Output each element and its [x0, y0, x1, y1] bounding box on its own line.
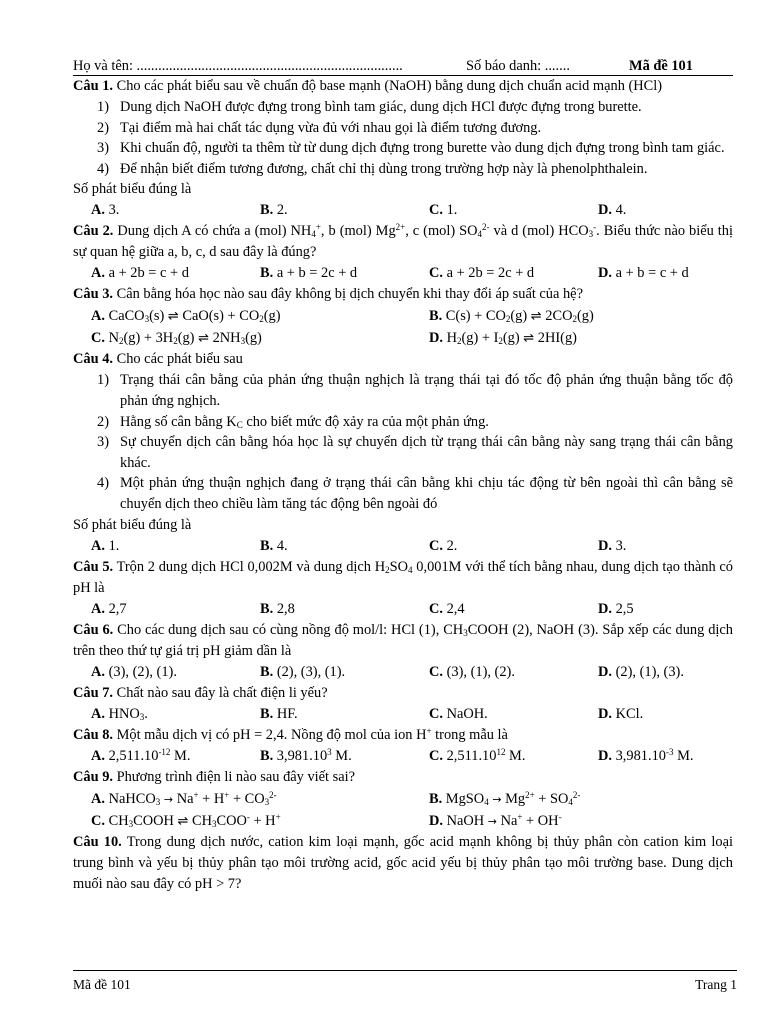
option-a[interactable]: A. a + 2b = c + d — [91, 265, 189, 282]
option-b[interactable]: B. 4. — [260, 537, 288, 554]
option-d[interactable]: D. (2), (1), (3). — [598, 663, 684, 680]
statement-item: 1) Trạng thái cân bằng của phản ứng thuận nghịch là trạng thái tại đó tốc độ phản ứng thuận bằng tốc độ phản ứng nghịch. — [97, 372, 733, 409]
option-b[interactable]: B. $C(s) + CO_2(g)$ ⇌ $2CO_2(g)$ — [429, 308, 594, 325]
option-c[interactable]: C. (3), (1), (2). — [429, 663, 515, 680]
option-d[interactable]: D. 4. — [598, 202, 627, 219]
question-text: Một mẫu dịch vị có pH = 2,4. Nồng độ mol của ion H — [116, 726, 427, 743]
option-d[interactable]: D. 2,5 — [598, 600, 634, 617]
question-label: Câu 6. — [73, 621, 114, 638]
question-label: Câu 8. — [73, 726, 113, 743]
question-9 — [73, 767, 733, 788]
question-1 — [73, 76, 733, 97]
option-c[interactable]: C. 1. — [429, 202, 458, 219]
option-b[interactable]: B. 3,981.10$^3$ M. — [260, 746, 352, 764]
question-label: Câu 9. — [73, 768, 113, 785]
option-b[interactable]: B. 2. — [260, 202, 288, 219]
question-text: Cân bằng hóa học nào sau đây không bị dịch chuyển khi thay đổi áp suất của hệ? — [116, 286, 583, 303]
exam-header — [73, 56, 733, 76]
statement-item: 3) Sự chuyển dịch cân bằng hóa học là sự chuyển dịch từ trạng thái cân bằng này sang trạng thái cân bằng khác. — [97, 434, 733, 471]
question-label: Câu 5. — [73, 558, 114, 575]
option-a[interactable]: A. 2,7 — [91, 600, 127, 617]
option-d[interactable]: D. a + b = c + d — [598, 265, 689, 282]
candidate-number-field: Số báo danh: ....... — [466, 58, 570, 74]
question-label: Câu 7. — [73, 684, 113, 701]
option-d[interactable]: D. $3,981.10^{-3}$ M. — [598, 746, 694, 764]
answer-options — [73, 746, 733, 767]
answer-options — [73, 327, 733, 349]
page-footer — [73, 970, 737, 995]
option-b[interactable]: B. a + b = 2c + d — [260, 265, 358, 282]
statement-item: 4) Để nhận biết điểm tương đương, chất chỉ thị dùng trong trường hợp này là phenolphthalein. — [97, 160, 648, 177]
option-b[interactable]: B. MgSO$_4$ → $Mg^{2+} + SO_4^{2-}$ — [429, 789, 581, 807]
question-8: Câu 8. Một mẫu dịch vị có pH = 2,4. Nồng độ mol của ion H+ trong mẫu là — [73, 725, 508, 743]
option-c[interactable]: C. 2,511.10$^{12}$ M. — [429, 746, 526, 764]
question-2: Câu 2. Dung dịch A có chứa a (mol) $NH_4^+$, b (mol) $Mg^{2+}$, c (mol) $SO_4^{2-}$ và d (mol) $HCO_3^-$. Biểu thức nào biểu thị sự quan hệ giữa a, b, c, d sau đây là đúng? — [73, 222, 733, 261]
option-a[interactable]: A. $HNO_3$. — [91, 705, 148, 722]
footer-exam-code: Mã đề 101 — [73, 977, 131, 992]
option-c[interactable]: C. NaOH. — [429, 705, 488, 722]
question-label: Câu 10. — [73, 833, 122, 850]
question-7 — [73, 683, 733, 704]
option-c[interactable]: C. $CH_3COOH$ ⇌ $CH_3COO^- + H^+$ — [91, 811, 281, 829]
option-d[interactable]: D. NaOH → Na+ + OH- — [429, 811, 562, 829]
question-prompt: Số phát biểu đúng là — [73, 516, 192, 533]
statement-item: 3) Khi chuẩn độ, người ta thêm từ từ dung dịch đựng trong burette vào dung dịch đựng trong bình tam giác. — [97, 140, 725, 157]
option-c[interactable]: C. 2. — [429, 537, 458, 554]
statement-item: 1) Dung dịch NaOH được đựng trong bình tam giác, dung dịch HCl được đựng trong burette. — [97, 99, 642, 115]
question-label: Câu 3. — [73, 286, 113, 303]
exam-page — [73, 56, 733, 895]
option-a[interactable]: A. NaHCO$_3$ → $Na^+ + H^+ + CO_3^{2-}$ — [91, 789, 277, 807]
question-text: Phương trình điện li nào sau đây viết sai? — [116, 768, 356, 785]
option-c[interactable]: C. $N_2(g) + 3H_2(g)$ ⇌ $2NH_3(g)$ — [91, 330, 262, 347]
question-10 — [73, 832, 733, 895]
answer-options — [73, 263, 733, 284]
page-number: Trang 1 — [695, 977, 737, 992]
option-a[interactable]: A. (3), (2), (1). — [91, 663, 177, 680]
option-a[interactable]: A. CaCO$_3$(s) ⇌ $CaO(s) + CO_2(g)$ — [91, 308, 281, 325]
option-d[interactable]: D. $H_2(g) + I_2(g)$ ⇌ 2HI(g) — [429, 330, 577, 347]
option-a[interactable]: A. $2,511.10^{-12}$ M. — [91, 746, 191, 764]
question-label: Câu 1. — [73, 78, 113, 94]
option-d[interactable]: D. 3. — [598, 537, 627, 554]
question-3 — [73, 284, 733, 305]
answer-options — [73, 536, 733, 557]
answer-options — [73, 662, 733, 683]
question-prompt: Số phát biểu đúng là — [73, 181, 192, 198]
option-b[interactable]: B. 2,8 — [260, 600, 295, 617]
question-6: Câu 6. Cho các dung dịch sau có cùng nồng độ mol/l: HCl (1), $CH_3COOH$ (2), NaOH (3). Sắp xếp các dung dịch trên theo thứ tự giá trị pH giảm dần là — [73, 621, 733, 659]
option-d[interactable]: D. KCl. — [598, 705, 644, 722]
question-label: Câu 2. — [73, 223, 114, 240]
student-name-field: Họ và tên: .......................................................................... — [73, 58, 403, 74]
answer-options — [73, 200, 733, 221]
answer-options — [73, 788, 733, 810]
option-a[interactable]: A. 1. — [91, 537, 120, 554]
option-c[interactable]: C. 2,4 — [429, 600, 465, 617]
question-text: Chất nào sau đây là chất điện li yếu? — [116, 684, 328, 701]
answer-options — [73, 305, 733, 327]
statement-list — [73, 97, 733, 179]
question-5: Câu 5. Trộn 2 dung dịch HCl 0,002M và dung dịch $H_2SO_4$ 0,001M với thể tích bằng nhau, dung dịch tạo thành có pH là — [73, 558, 734, 596]
option-c[interactable]: C. a + 2b = 2c + d — [429, 265, 535, 282]
question-label: Câu 4. — [73, 351, 113, 368]
question-text: Cho các phát biểu sau — [116, 351, 243, 368]
option-b[interactable]: B. HF. — [260, 705, 298, 722]
question-4 — [73, 349, 733, 370]
option-a[interactable]: A. 3. — [91, 202, 120, 219]
answer-options — [73, 599, 733, 620]
statement-list — [73, 370, 733, 514]
statement-item: 2) Tại điểm mà hai chất tác dụng vừa đủ với nhau gọi là điểm tương đương. — [97, 119, 542, 136]
question-text: Trong dung dịch nước, cation kim loại mạnh, gốc acid mạnh không bị thủy phân còn cation kim loại trung bình và yếu bị thủy phân tạo môi trường acid, gốc acid yếu bị thủy phân tạo môi trường base. Dung dịch muối nào sau đây có pH > 7? — [73, 833, 733, 892]
answer-options — [73, 704, 733, 725]
statement-item: 2) Hằng số cân bằng $K_C$ cho biết mức độ xảy ra của một phản ứng. — [97, 413, 489, 430]
statement-item: 4) Một phản ứng thuận nghịch đang ở trạng thái cân bằng khi chịu tác động từ bên ngoài thì cân bằng sẽ chuyển dịch theo chiều làm tăng tác động bên ngoài đó — [97, 475, 733, 512]
answer-options — [73, 810, 733, 832]
question-text: Cho các phát biểu sau về chuẩn độ base mạnh (NaOH) bằng dung dịch chuẩn acid mạnh (HCl) — [116, 78, 663, 94]
exam-code: Mã đề 101 — [629, 58, 693, 74]
option-b[interactable]: B. (2), (3), (1). — [260, 663, 346, 680]
